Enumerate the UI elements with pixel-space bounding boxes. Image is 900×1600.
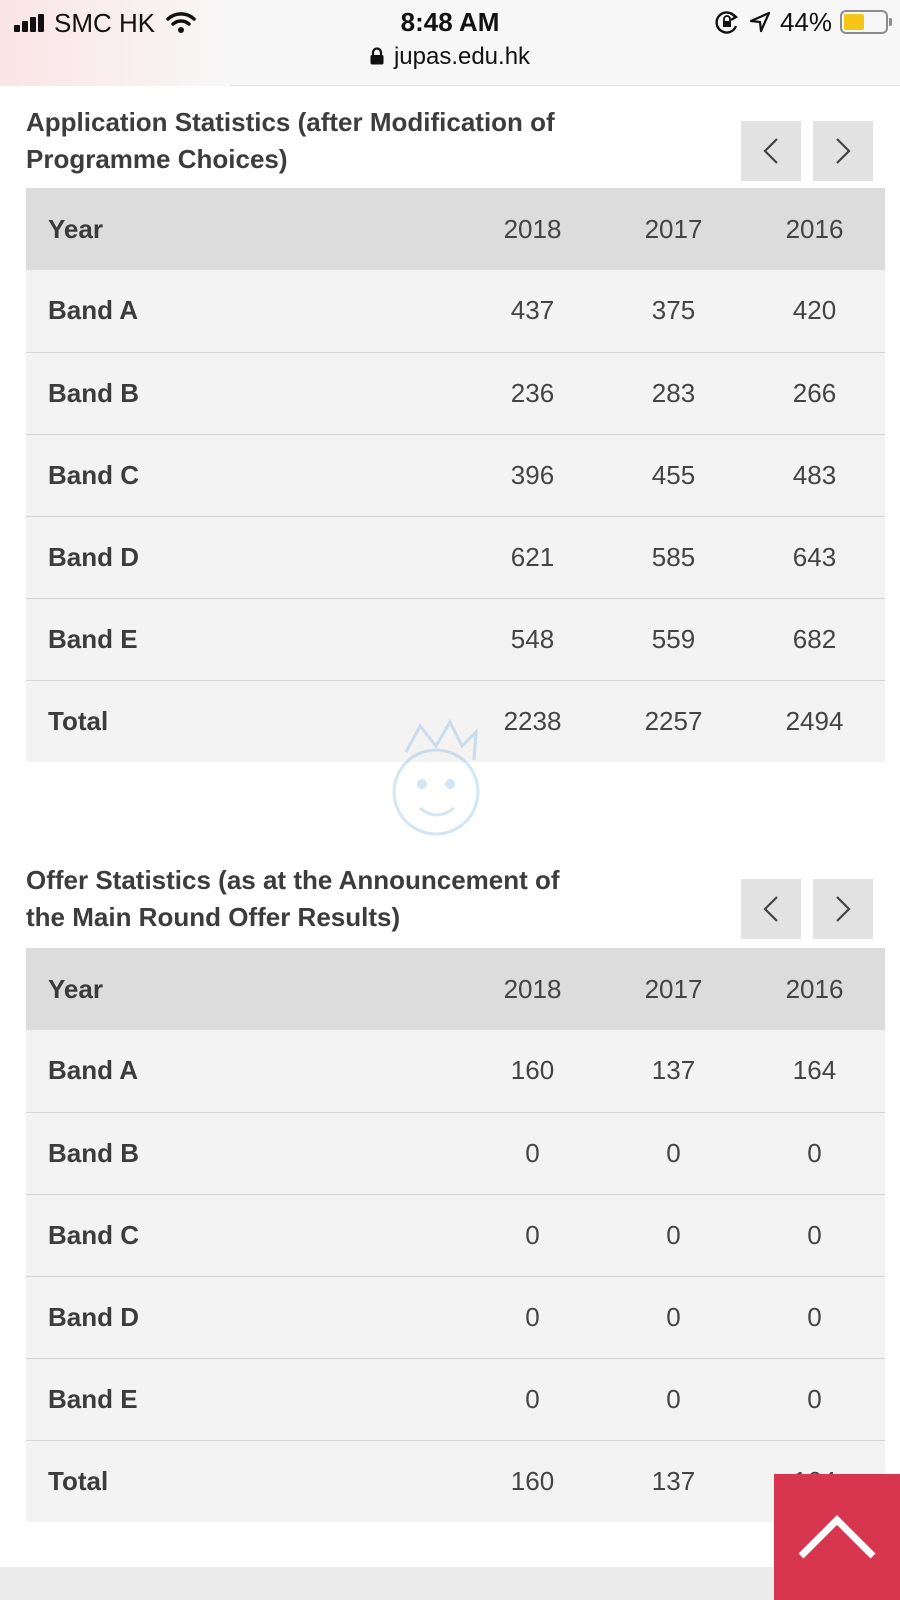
table-cell: 585 <box>603 516 744 598</box>
url-text: jupas.edu.hk <box>393 43 531 70</box>
table-cell: 0 <box>462 1358 603 1440</box>
table-cell: 0 <box>462 1276 603 1358</box>
table-row-total <box>26 1440 885 1522</box>
clock: 8:48 AM <box>400 7 500 37</box>
chevron-right-icon <box>833 136 853 166</box>
header-2017: 2017 <box>603 948 744 1030</box>
row-label: Band E <box>26 598 462 680</box>
header-2018: 2018 <box>462 948 603 1030</box>
row-label: Band A <box>26 270 462 352</box>
table-cell: 0 <box>603 1194 744 1276</box>
address-bar[interactable] <box>0 43 900 71</box>
table-cell: 0 <box>462 1194 603 1276</box>
row-label: Band C <box>26 1194 462 1276</box>
header-year: Year <box>26 188 462 270</box>
table-row <box>26 352 885 434</box>
table-cell: 0 <box>603 1112 744 1194</box>
table-cell: 283 <box>603 352 744 434</box>
row-label: Band B <box>26 352 462 434</box>
row-label: Band A <box>26 1030 462 1112</box>
next-button[interactable] <box>813 879 873 939</box>
header-2016: 2016 <box>744 188 885 270</box>
chevron-left-icon <box>761 894 781 924</box>
table-cell: 559 <box>603 598 744 680</box>
table-cell: 643 <box>744 516 885 598</box>
application-statistics-table <box>26 188 885 762</box>
table-row <box>26 516 885 598</box>
table-cell: 375 <box>603 270 744 352</box>
table-row <box>26 1030 885 1112</box>
location-arrow-icon <box>748 10 772 34</box>
previous-button[interactable] <box>741 121 801 181</box>
row-label: Total <box>26 1440 462 1522</box>
header-year: Year <box>26 948 462 1030</box>
table-cell: 455 <box>603 434 744 516</box>
row-label: Band C <box>26 434 462 516</box>
table-cell: 437 <box>462 270 603 352</box>
table-cell: 0 <box>744 1276 885 1358</box>
offer-statistics-title <box>26 862 646 936</box>
table-row <box>26 270 885 352</box>
header-2016: 2016 <box>744 948 885 1030</box>
table-header-row <box>26 188 885 270</box>
title-line-1: Offer Statistics (as at the Announcement of <box>26 865 560 895</box>
table-cell: 420 <box>744 270 885 352</box>
table-cell: 160 <box>462 1030 603 1112</box>
chevron-left-icon <box>761 136 781 166</box>
application-statistics-title <box>26 104 646 178</box>
table-row <box>26 1358 885 1440</box>
row-label: Band D <box>26 1276 462 1358</box>
mascot-watermark-icon <box>378 712 508 852</box>
table-row <box>26 1194 885 1276</box>
chevron-right-icon <box>833 894 853 924</box>
carrier-name: SMC HK <box>54 8 156 38</box>
status-right-group <box>714 8 888 36</box>
rotation-lock-icon <box>714 9 740 35</box>
chevron-up-icon <box>795 1512 879 1562</box>
battery-icon <box>840 10 888 34</box>
back-to-top-button[interactable] <box>774 1474 900 1600</box>
row-label: Band D <box>26 516 462 598</box>
table-header-row <box>26 948 885 1030</box>
table-cell: 266 <box>744 352 885 434</box>
row-label: Total <box>26 680 462 762</box>
header-2017: 2017 <box>603 188 744 270</box>
browser-status-bar <box>0 0 900 86</box>
table-cell: 621 <box>462 516 603 598</box>
table-cell: 164 <box>744 1030 885 1112</box>
title-line-1: Application Statistics (after Modification of <box>26 107 555 137</box>
table-cell: 0 <box>603 1358 744 1440</box>
table-cell: 137 <box>603 1440 744 1522</box>
row-label: Band E <box>26 1358 462 1440</box>
table-cell: 396 <box>462 434 603 516</box>
table-cell: 483 <box>744 434 885 516</box>
offer-statistics-table <box>26 948 885 1522</box>
page-footer-strip <box>0 1567 900 1600</box>
table-cell: 2494 <box>744 680 885 762</box>
table-cell: 236 <box>462 352 603 434</box>
header-2018: 2018 <box>462 188 603 270</box>
table-cell: 0 <box>744 1358 885 1440</box>
battery-percent: 44% <box>779 6 832 37</box>
next-button[interactable] <box>813 121 873 181</box>
table-cell: 0 <box>744 1194 885 1276</box>
table-cell: 548 <box>462 598 603 680</box>
table-cell: 0 <box>603 1276 744 1358</box>
table-row <box>26 1112 885 1194</box>
previous-button[interactable] <box>741 879 801 939</box>
table-cell: 2238 <box>462 680 603 762</box>
table-cell: 160 <box>462 1440 603 1522</box>
table-row <box>26 434 885 516</box>
table-cell: 0 <box>744 1112 885 1194</box>
table-cell: 137 <box>603 1030 744 1112</box>
row-label: Band B <box>26 1112 462 1194</box>
title-line-2: the Main Round Offer Results) <box>26 902 401 932</box>
lock-icon <box>370 47 384 65</box>
table-cell: 2257 <box>603 680 744 762</box>
table-cell: 682 <box>744 598 885 680</box>
table-cell: 0 <box>462 1112 603 1194</box>
table-row <box>26 598 885 680</box>
table-row <box>26 1276 885 1358</box>
title-line-2: Programme Choices) <box>26 144 288 174</box>
